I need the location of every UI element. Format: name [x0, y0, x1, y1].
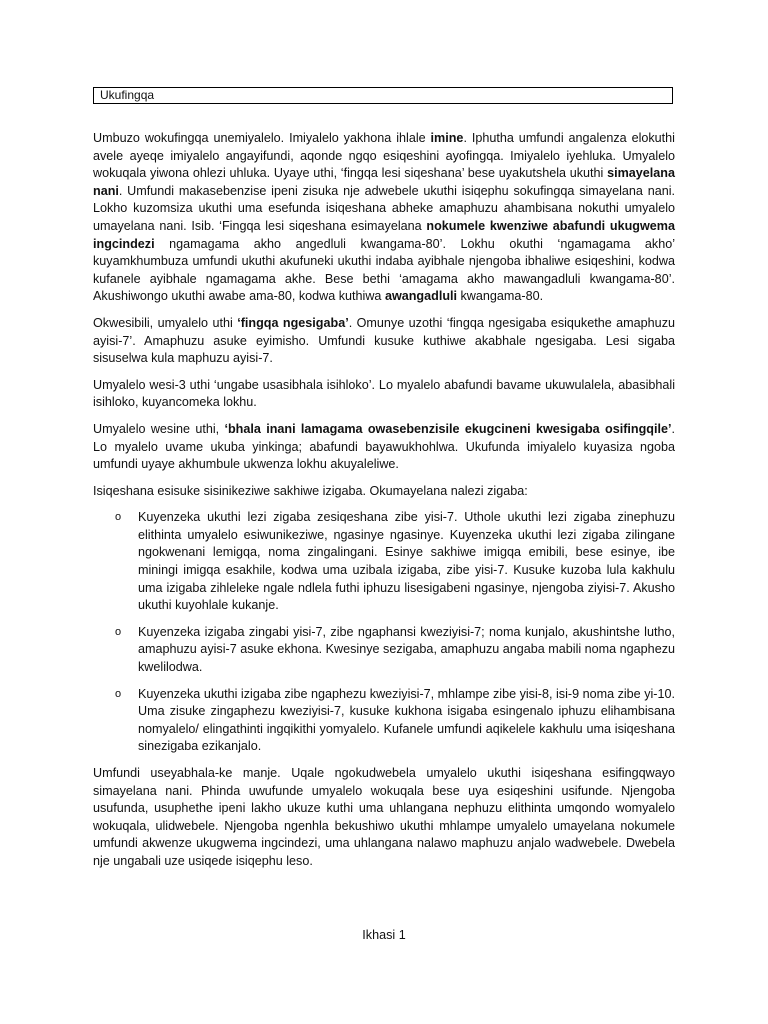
bullet-marker: o — [115, 687, 122, 700]
paragraph-1: Umbuzo wokufingqa unemiyalelo. Imiyalelo yakhona ihlale imine. Iphutha umfundi angalenza elokuthi avele ayeqe imiyalelo angayifundi, aqonde ngqo esiqeshini ayofingqa. Imiyalelo iyehluka. Umyalelo wokuqala yiwona ohlezi uhluka. Uyaye uthi, ‘fingqa lesi siqeshana’ bese uyakutshela ukuthi simayelana nani. Umfundi makasebenzise ipeni zisuka nje adwebele ukuthi isiqephu sokufingqa simayelana nani. Lokho kuzomsiza ukuthi uma esefunda isiqeshana abheke amaphuzu ahambisana nokuthi umyalelo umayelana nani. Isib. ‘Fingqa lesi siqeshana esimayelana nokumele kwenziwe abafundi ukugwema ingcindezi ngamagama akho angedluli kwangama-80’. Lokhu okuthi ‘ngamagama akho’ kuyamkhumbuza umfundi ukuthi akufuneki ukuthi indaba ayibhale njengoba ibhaliwe esiqeshini, kodwa kufanele ayibhale ngamagama akhe. Bese bethi ‘amagama akho mawangadluli kwangama-80’. Akushiwongo ukuthi awabe ama-80, kodwa kuthiwa awangadluli kwangama-80. — [93, 131, 675, 304]
list-item-text: Kuyenzeka izigaba zingabi yisi-7, zibe ngaphansi kweziyisi-7; noma kunjalo, akushintshe lutho, amaphuzu ayisi-7 asuke ekhona. Kwesinye sezigaba, amaphuzu angaba mabili noma ngaphezu kwelilodwa. — [138, 624, 675, 675]
list-item-text: Kuyenzeka ukuthi izigaba zibe ngaphezu kweziyisi-7, mhlampe zibe yisi-8, isi-9 noma zibe yi-10. Uma zisuke zingaphezu kweziyisi-7, kusuke kukhona isigaba esingenalo iphuzu elihambisana nomyalelo/ elingathinti ingqikithi yomyalelo. Kufanele umfundi aqikelele kakhulu uma isiqeshana sinezigaba ezikanjalo. — [138, 686, 675, 754]
list-item-text: Kuyenzeka ukuthi lezi zigaba zesiqeshana zibe yisi-7. Uthole ukuthi lezi zigaba zinephuzu elithinta umyalelo esiwunikeziwe, ngasinye ngasinye. Kuyenzeka ukuthi lezi zigaba zilingane ngokwenani lemigqa, noma zingalingani. Esinye sakhiwe imigqa emibili, bese esinye, ibe miningi imigqa esakhile, kodwa uma uzibala izigaba, zibe yisi-7. Kusuke kuzoba lula kakhulu uma izigaba zihleleke ngale ndlela futhi iphuzu lisesigabeni ngasinye, njengoba ziyisi-7. Akusho ukuthi kuyohlale kukanje. — [138, 510, 675, 613]
bold-text: ‘fingqa ngesigaba’ — [237, 315, 349, 330]
bullet-list — [93, 509, 675, 756]
bold-text: awangadluli — [384, 289, 458, 304]
section-heading — [93, 87, 673, 104]
paragraph-2: Okwesibili, umyalelo uthi ‘fingqa ngesigaba’. Omunye uzothi ‘fingqa ngesigaba esiqukethe amaphuzu ayisi-7’. Amaphuzu asuke eyimisho. Umfundi kusuke kuthiwe akabhale ngesigaba. Lesi sigaba sisuselwa kula maphuzu ayisi-7. — [93, 315, 675, 366]
paragraph-5: Isiqeshana esisuke sisinikeziwe sakhiwe izigaba. Okumayelana nalezi zigaba: — [93, 483, 528, 498]
bold-text: ‘bhala inani lamagama owasebenzisile ekugcineni kwesigaba osifingqile’ — [224, 421, 672, 436]
document-body — [93, 130, 675, 880]
list-item — [93, 509, 675, 615]
paragraph-3: Umyalelo wesi-3 uthi ‘ungabe usasibhala isihloko’. Lo myalelo abafundi bavame ukuwulalela, abasibhali isihloko, kuyancomeka lokhu. — [93, 377, 675, 410]
bullet-marker: o — [115, 625, 122, 638]
paragraph-4: Umyalelo wesine uthi, ‘bhala inani lamagama owasebenzisile ekugcineni kwesigaba osifingqile’. Lo myalelo uvame ukuba yinkinga; abafundi bayawukhohlwa. Ukufunda imiyalelo kuyasiza ngoba umfundi uyaye akhumbule ukwenza lokhu akuyaleliwe. — [93, 421, 675, 472]
list-item — [93, 686, 675, 756]
list-item — [93, 624, 675, 677]
bold-text: imine — [430, 131, 464, 145]
bold-text: simayelana nani — [93, 166, 675, 198]
paragraph-6: Umfundi useyabhala-ke manje. Uqale ngokudwebela umyalelo ukuthi isiqeshana esifingqwayo simayelana nani. Phinda uwufunde umyalelo wokuqala bese uya esiqeshini usifunde. Njengoba usufunda, usuphethe ipeni lakho ukuze kuthi uma uhlangana nephuzu elithinta umqondo womyalelo wokuqala, ulidwebele. Njengoba ngenhla bekushiwo ukuthi mhlampe umyalelo umayelana nokumele umfundi akwenze ukugwema ingcindezi, uma uhlangana nalawo maphuzu anjalo wadwebele. Dwebela nje ungabali uze usiqede isiqephu leso. — [93, 766, 675, 868]
bullet-marker: o — [115, 511, 122, 524]
page-number: Ikhasi 1 — [362, 928, 406, 942]
bold-text: nokumele kwenziwe abafundi ukugwema ingcindezi — [93, 218, 675, 251]
section-heading-text: Ukufingqa — [100, 88, 155, 102]
